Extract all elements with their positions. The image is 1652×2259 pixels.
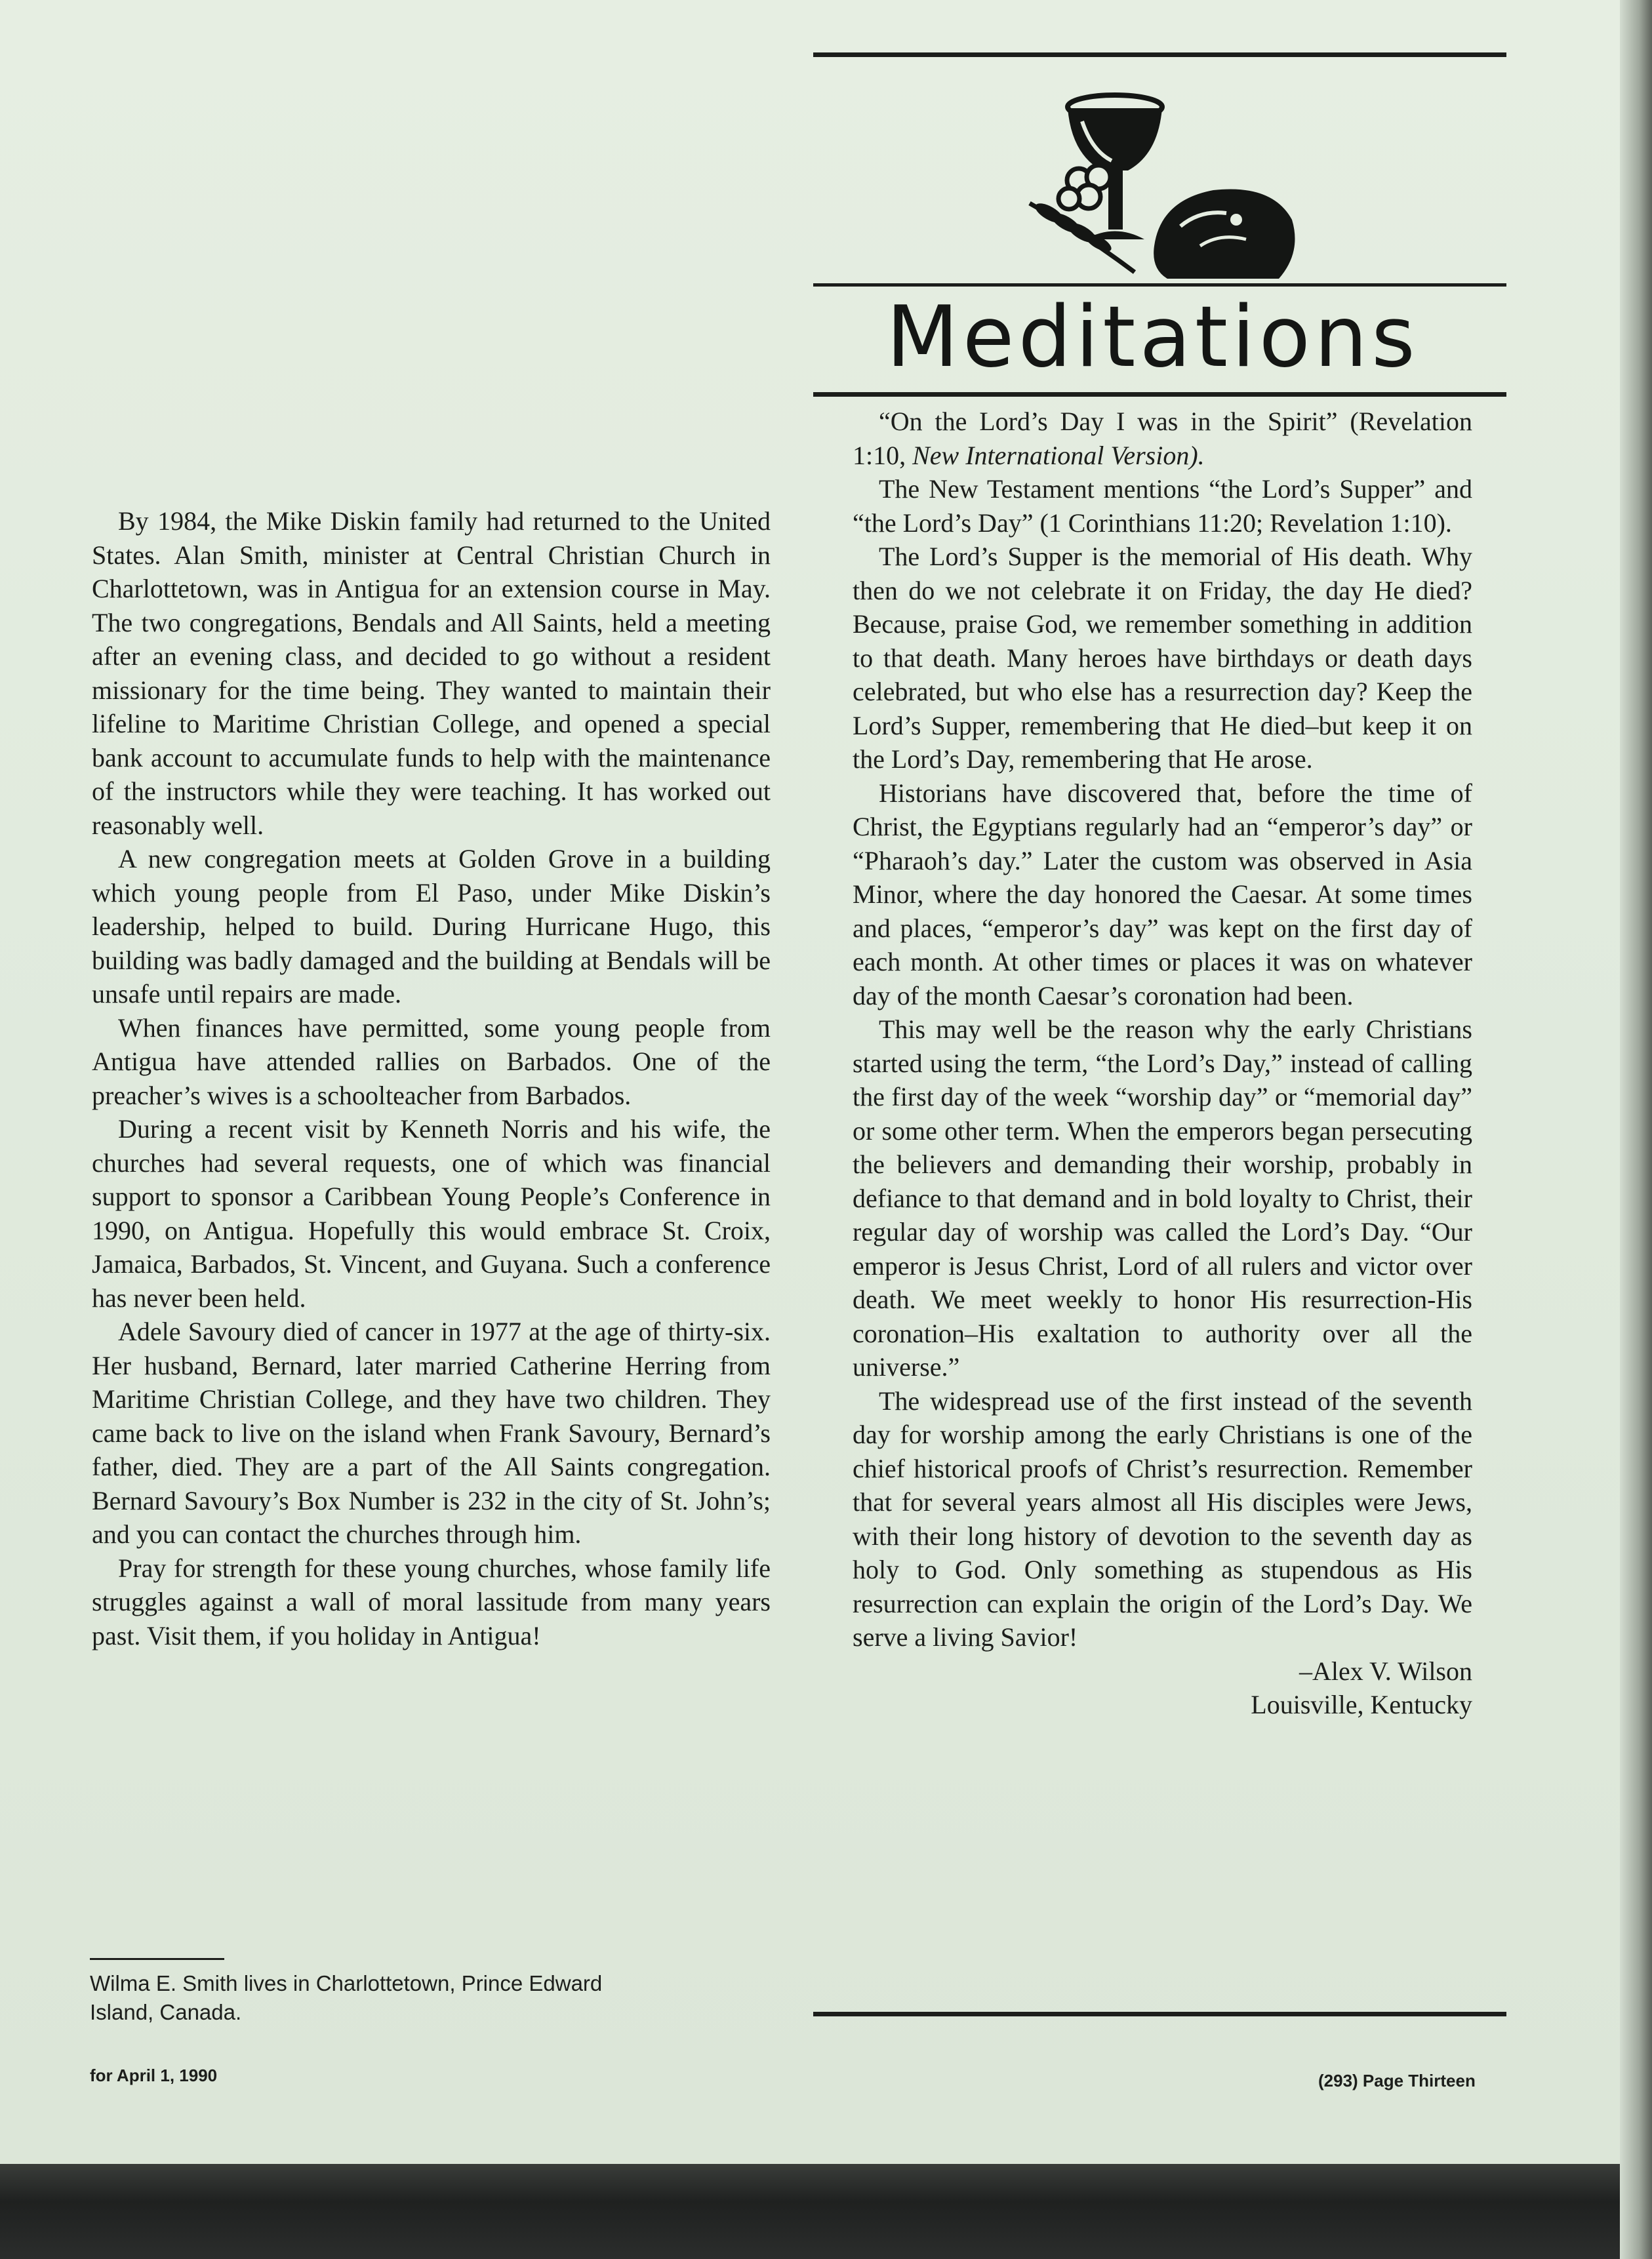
- title-bottom-rule: [813, 392, 1506, 397]
- footnote-divider: [90, 1958, 224, 1960]
- bottom-rule: [813, 2012, 1506, 2016]
- scan-background: [0, 2164, 1652, 2259]
- paragraph: During a recent visit by Kenneth Norris and his wife, the churches had several requests, one of which was financial support to sponsor a Caribbean Young People’s Conference in 1990, on Antigua. Hopefully this would embrace St. Croix, Jamaica, Barbados, St. Vincent, and Guyana. Such a conference has never been held.: [92, 1114, 771, 1313]
- paragraph: When finances have permitted, some young people from Antigua have attended rallies on Barbados. One of the preacher’s wives is a schoolteacher from Barbados.: [92, 1012, 771, 1110]
- paragraph: By 1984, the Mike Diskin family had returned to the United States. Alan Smith, minister at Central Christian Church in Charlottetown, was in Antigua for an extension course in May. The two congregations, Bendals and All Saints, held a meeting after an evening class, and decided to go without a resident missionary for the time being. They wanted to maintain their lifeline to Maritime Christian College, and opened a special bank account to accumulate funds to help with the maintenance of the instructors while they were teaching. It has worked out reasonably well.: [92, 506, 771, 840]
- footnote-line: Wilma E. Smith lives in Charlottetown, Prince Edward: [90, 1971, 603, 1995]
- title-top-rule: [813, 283, 1506, 287]
- paragraph: The widespread use of the first instead of the seventh day for worship among the early Christians is one of the chief historical proofs of Christ’s resurrection. Remember that for several years almost all His disciples were Jews, with their long history of devotion to the seventh day as holy to God. Only something as stupendous as His resurrection can explain the origin of the Lord’s Day. We serve a living Savior!: [853, 1386, 1472, 1652]
- issue-date: for April 1, 1990: [90, 2066, 218, 2085]
- meditations-column: [853, 405, 1472, 1722]
- page-edge-shadow: [1620, 0, 1652, 2259]
- paragraph: Historians have discovered that, before the time of Christ, the Egyptians regularly had an “emperor’s day” or “Pharaoh’s day.” Later the custom was observed in Asia Minor, where the day honored the Caesar. At some times and places, “emperor’s day” was kept on the first day of each month. At other times or places it was on whatever day of the month Caesar’s coronation had been.: [853, 778, 1472, 1010]
- communion-illustration-icon: [1003, 82, 1318, 292]
- paragraph: The New Testament mentions “the Lord’s Supper” and “the Lord’s Day” (1 Corinthians 11:20; Revelation 1:10).: [853, 474, 1472, 538]
- top-rule: [813, 52, 1506, 57]
- page-title: Meditations: [886, 289, 1419, 386]
- verse-text: “On the Lord’s Day I was in the Spirit” (Revelation 1:10,: [853, 407, 1472, 470]
- footnote-line: Island, Canada.: [90, 2000, 242, 2024]
- paragraph: Pray for strength for these young churches, whose family life struggles against a wall of moral lassitude from many years past. Visit them, if you holiday in Antigua!: [92, 1553, 771, 1650]
- page-number: (293) Page Thirteen: [1318, 2071, 1476, 2090]
- author-location: Louisville, Kentucky: [1251, 1690, 1472, 1719]
- author-name: –Alex V. Wilson: [1299, 1656, 1472, 1686]
- verse-version: New International Version).: [912, 440, 1205, 470]
- scripture-quote: [853, 405, 1472, 472]
- paragraph: A new congregation meets at Golden Grove in a building which young people from El Paso, under Mike Diskin’s leadership, helped to build. During Hurricane Hugo, this building was badly damaged and the building at Bendals will be unsafe until repairs are made.: [92, 844, 771, 1009]
- left-article-column: [92, 504, 771, 1652]
- paragraph: Adele Savoury died of cancer in 1977 at the age of thirty-six. Her husband, Bernard, later married Catherine Herring from Maritime Christian College, and they have two children. They came back to live on the island when Frank Savoury, Bernard’s father, died. They are a part of the All Saints congregation. Bernard Savoury’s Box Number is 232 in the city of St. John’s; and you can contact the churches through him.: [92, 1317, 771, 1549]
- paragraph: The Lord’s Supper is the memorial of His death. Why then do we not celebrate it on Friday, the day He died? Because, praise God, we remember something in addition to that death. Many heroes have birthdays or death days celebrated, but who else has a resurrection day? Keep the Lord’s Supper, remembering that He died–but keep it on the Lord’s Day, remembering that He arose.: [853, 542, 1472, 774]
- author-footnote: [90, 1969, 769, 2027]
- paragraph: This may well be the reason why the early Christians started using the term, “the Lord’s Day,” instead of calling the first day of the week “worship day” or “memorial day” or some other term. When the emperors began persecuting the believers and demanding their worship, probably in defiance to that demand and in bold loyalty to Christ, their regular day of worship was called the Lord’s Day. “Our emperor is Jesus Christ, Lord of all rulers and victor over death. We meet weekly to honor His resurrection-His coronation–His exaltation to authority over all the universe.”: [853, 1014, 1472, 1382]
